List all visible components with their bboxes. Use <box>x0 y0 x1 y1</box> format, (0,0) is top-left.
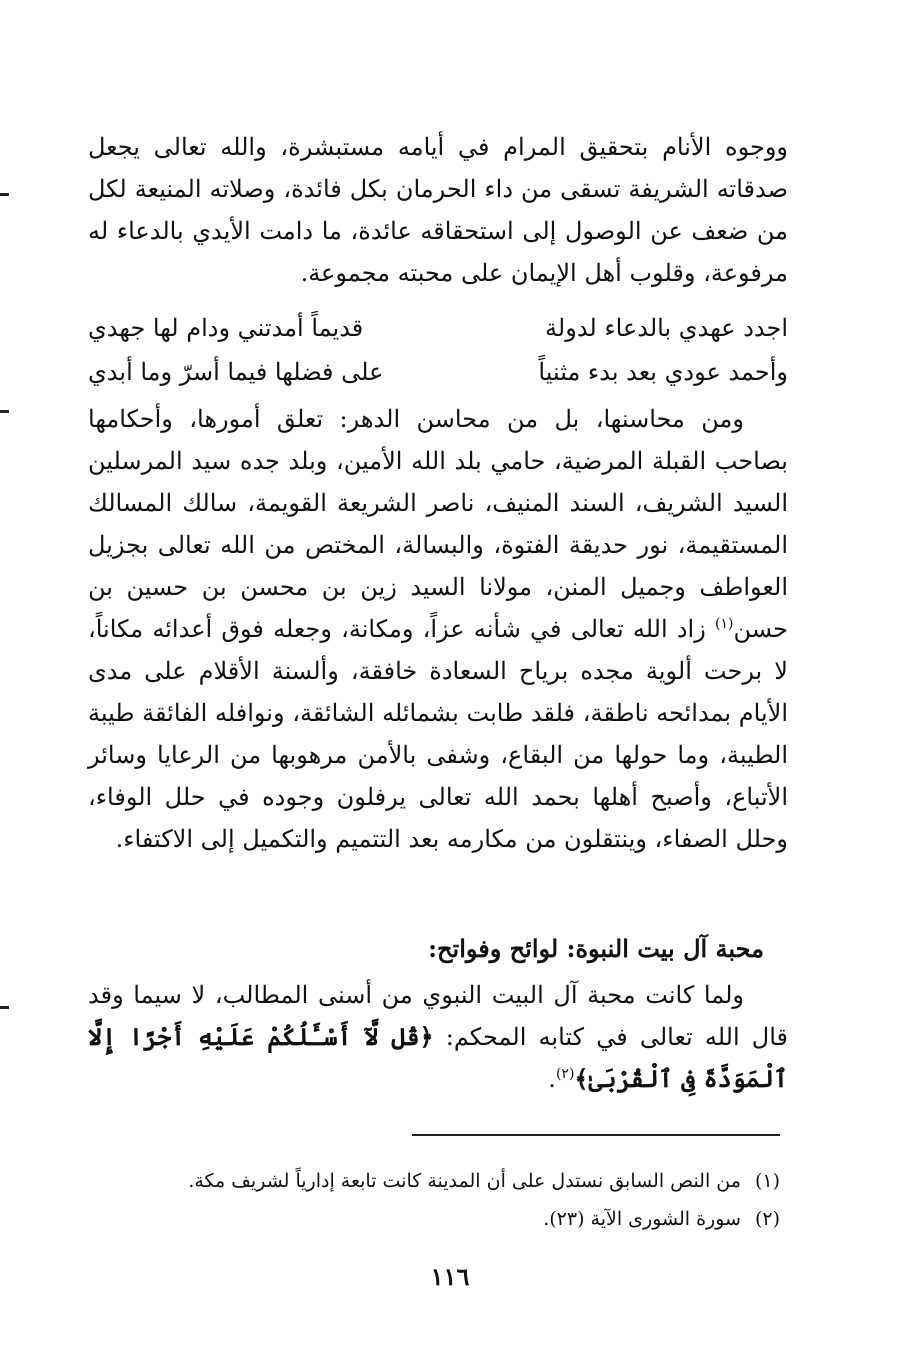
footnote-separator <box>412 1134 780 1136</box>
section-heading: محبة آل بيت النبوة: لوائح وفواتح: <box>428 934 764 963</box>
poem-hemistich-right: وأحمد عودي بعد بدء مثنياً <box>538 358 788 386</box>
final-paragraph <box>88 974 788 1100</box>
body-paragraph <box>88 398 788 860</box>
final-text: ولما كانت محبة آل البيت النبوي من أسنى المطالب، لا سيما وقد قال الله تعالى في كتابه المحكم: <box>88 981 789 1051</box>
footnote-1 <box>120 1162 780 1200</box>
page-number: ١١٦ <box>430 1262 470 1291</box>
footnote-number: (٢) <box>754 1208 780 1230</box>
footnote-ref-1[interactable]: (١) <box>715 616 734 632</box>
poem <box>88 306 788 394</box>
footnotes <box>120 1162 780 1238</box>
intro-paragraph: ووجوه الأنام بتحقيق المرام في أيامه مستبشرة، والله تعالى يجعل صدقاته الشريفة تسقى من داء الحرمان بكل فائدة، وصلاته المنيعة لكل من ضعف عن الوصول إلى استحقاقه عائدة، ما دامت الأيدي بالدعاء له مرفوعة، وقلوب أهل الإيمان على محبته مجموعة. <box>88 133 789 287</box>
body-text-part-2: زاد الله تعالى في شأنه عزاً، ومكانة، وجعله فوق أعدائه مكاناً، لا برحت ألوية مجده برياح السعادة خافقة، وألسنة الأقلام على مدى الأيام بمدائحه ناطقة، فلقد طابت بشمائله الشائقة، ونوافله الفائقة طيبة الطيبة، وما حولها من البقاع، وشفى بالأمن مرهوبها من الرعايا وسائر الأتباع، وأصبح أهلها بحمد الله تعالى يرفلون وجوده في حلل الوفاء، وحلل الصفاء، وينتقلون من مكارمه بعد التتميم والتكميل إلى الاكتفاء. <box>88 615 788 853</box>
footnote-text: من النص السابق نستدل على أن المدينة كانت تابعة إدارياً لشريف مكة. <box>188 1170 741 1192</box>
margin-mark <box>0 1006 9 1009</box>
margin-mark <box>0 410 9 413</box>
body-text-part-1: ومن محاسنها، بل من محاسن الدهر: تعلق أمورها، وأحكامها بصاحب القبلة المرضية، حامي بلد الله الأمين، وبلد جده سيد المرسلين السيد الشريف، السند المنيف، ناصر الشريعة القويمة، سالك المسالك المستقيمة، نور حديقة الفتوة، والبسالة، المختص من الله تعالى بجزيل العواطف وجميل المنن، مولانا السيد زين بن محسن بن حسين بن حسن <box>88 405 788 643</box>
poem-line-1 <box>88 306 788 350</box>
poem-hemistich-right: اجدد عهدي بالدعاء لدولة <box>545 314 788 342</box>
margin-mark <box>0 193 9 196</box>
poem-hemistich-left: قديماً أمدتني ودام لها جهدي <box>88 314 364 342</box>
poem-line-2 <box>88 350 788 394</box>
final-end: . <box>548 1065 556 1093</box>
footnote-ref-2[interactable]: (٢) <box>555 1066 575 1082</box>
footnote-text: سورة الشورى الآية (٢٣). <box>543 1208 741 1230</box>
footnote-2 <box>120 1200 780 1238</box>
footnote-number: (١) <box>754 1170 780 1192</box>
quran-verse: ﴿قُل لَّآ أَسْـَٔلُكُمْ عَلَيْهِ أَجْرًا إِلَّا ٱلْمَوَدَّةَ فِى ٱلْقُرْبَىٰ﴾ <box>88 1022 788 1093</box>
poem-hemistich-left: على فضلها فيما أسرّ وما أبدي <box>88 358 384 386</box>
